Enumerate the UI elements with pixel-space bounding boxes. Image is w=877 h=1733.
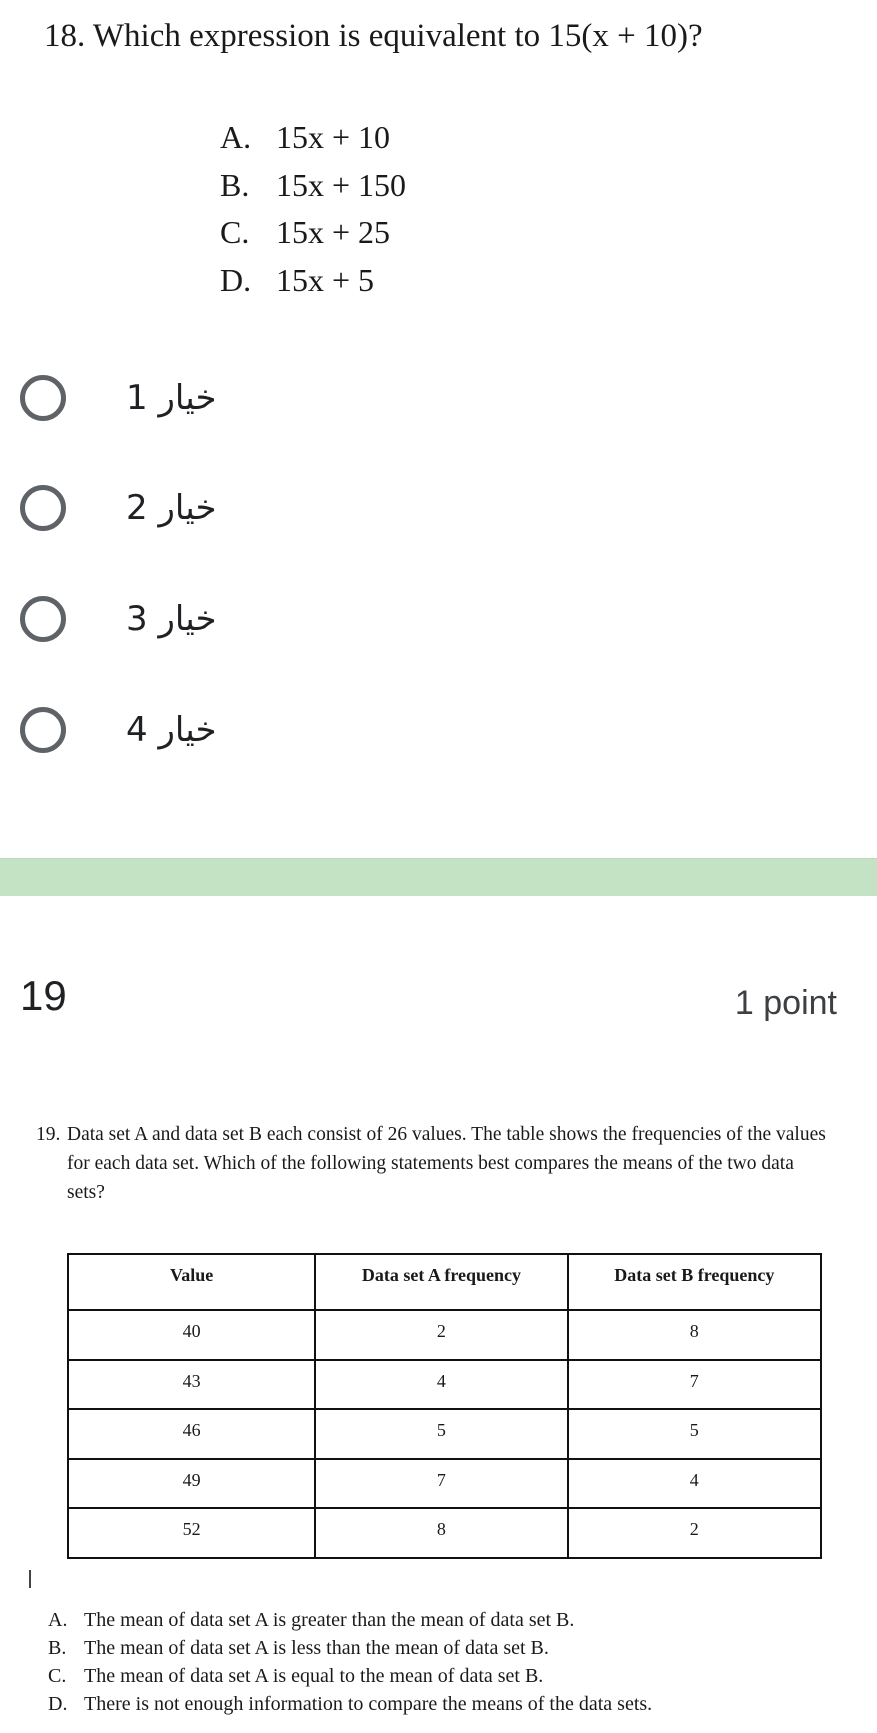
choice-text: 15x + 5 xyxy=(276,261,375,298)
choice-letter: A. xyxy=(220,119,252,155)
q19-prompt-line: for each data set. Which of the following statements best compares the means of the two data xyxy=(67,1153,794,1174)
table-header: Data set A frequency xyxy=(315,1254,567,1310)
q18-choice-d xyxy=(220,257,406,305)
q19-prompt xyxy=(36,1120,836,1207)
choice-letter: C. xyxy=(220,214,250,250)
table-header: Data set B frequency xyxy=(568,1254,821,1310)
choice-text: The mean of data set A is greater than the mean of data set B. xyxy=(84,1609,575,1631)
radio-option-label: خيار 3 xyxy=(126,599,217,639)
table-row xyxy=(68,1360,821,1410)
q19-prompt-line: sets? xyxy=(67,1182,105,1203)
q18-question: 18. Which expression is equivalent to 15(x + 10)? xyxy=(44,18,703,54)
radio-option-2[interactable] xyxy=(20,480,217,536)
choice-text: 15x + 25 xyxy=(276,214,391,250)
table-cell: 2 xyxy=(315,1310,567,1360)
table-cell: 40 xyxy=(68,1310,315,1360)
frequency-table xyxy=(67,1253,822,1559)
q18-choice-c xyxy=(220,209,406,257)
choice-letter: B. xyxy=(48,1637,67,1659)
q18-choice-a xyxy=(220,114,406,162)
question-number: 19 xyxy=(20,972,67,1019)
text-cursor-mark xyxy=(29,1570,31,1588)
q19-choice-b xyxy=(48,1634,652,1662)
choice-letter: C. xyxy=(48,1665,67,1687)
table-cell: 7 xyxy=(315,1459,567,1509)
radio-option-label: خيار 4 xyxy=(126,710,217,750)
table-row xyxy=(68,1459,821,1509)
section-divider xyxy=(0,858,877,896)
choice-letter: D. xyxy=(48,1693,68,1715)
table-cell: 2 xyxy=(568,1508,821,1558)
table-cell: 7 xyxy=(568,1360,821,1410)
q19-choice-d xyxy=(48,1690,652,1718)
choice-text: The mean of data set A is less than the mean of data set B. xyxy=(84,1637,549,1659)
radio-circle-icon[interactable] xyxy=(20,375,66,421)
choice-text: The mean of data set A is equal to the mean of data set B. xyxy=(84,1665,544,1687)
table-cell: 8 xyxy=(315,1508,567,1558)
choice-letter: D. xyxy=(220,261,252,298)
radio-option-4[interactable] xyxy=(20,702,217,758)
radio-option-label: خيار 1 xyxy=(126,378,217,418)
q19-choice-c xyxy=(48,1662,652,1690)
radio-circle-icon[interactable] xyxy=(20,707,66,753)
table-cell: 49 xyxy=(68,1459,315,1509)
q19-choice-a xyxy=(48,1606,652,1634)
choice-letter: A. xyxy=(48,1609,68,1631)
table-cell: 43 xyxy=(68,1360,315,1410)
choice-text: 15x + 150 xyxy=(276,166,407,203)
table-row xyxy=(68,1409,821,1459)
table-cell: 5 xyxy=(568,1409,821,1459)
q19-choices xyxy=(48,1606,652,1718)
table-header-row xyxy=(68,1254,821,1310)
table-cell: 52 xyxy=(68,1508,315,1558)
q19-prompt-line: Data set A and data set B each consist of 26 values. The table shows the frequencies of the values xyxy=(67,1124,826,1145)
choice-text: 15x + 10 xyxy=(276,119,391,155)
choice-text: There is not enough information to compare the means of the data sets. xyxy=(84,1693,653,1715)
q18-choice-b xyxy=(220,162,406,210)
radio-option-label: خيار 2 xyxy=(126,488,217,528)
choice-letter: B. xyxy=(220,166,250,203)
table-cell: 4 xyxy=(315,1360,567,1410)
table-cell: 8 xyxy=(568,1310,821,1360)
question-points: 1 point xyxy=(734,984,837,1022)
q18-choices xyxy=(220,114,406,304)
table-header: Value xyxy=(68,1254,315,1310)
radio-circle-icon[interactable] xyxy=(20,485,66,531)
table-cell: 46 xyxy=(68,1409,315,1459)
table-cell: 4 xyxy=(568,1459,821,1509)
radio-option-1[interactable] xyxy=(20,370,217,426)
table-row xyxy=(68,1310,821,1360)
radio-circle-icon[interactable] xyxy=(20,596,66,642)
q19-prompt-number: 19. xyxy=(36,1124,61,1145)
table-cell: 5 xyxy=(315,1409,567,1459)
radio-option-3[interactable] xyxy=(20,591,217,647)
table-row xyxy=(68,1508,821,1558)
